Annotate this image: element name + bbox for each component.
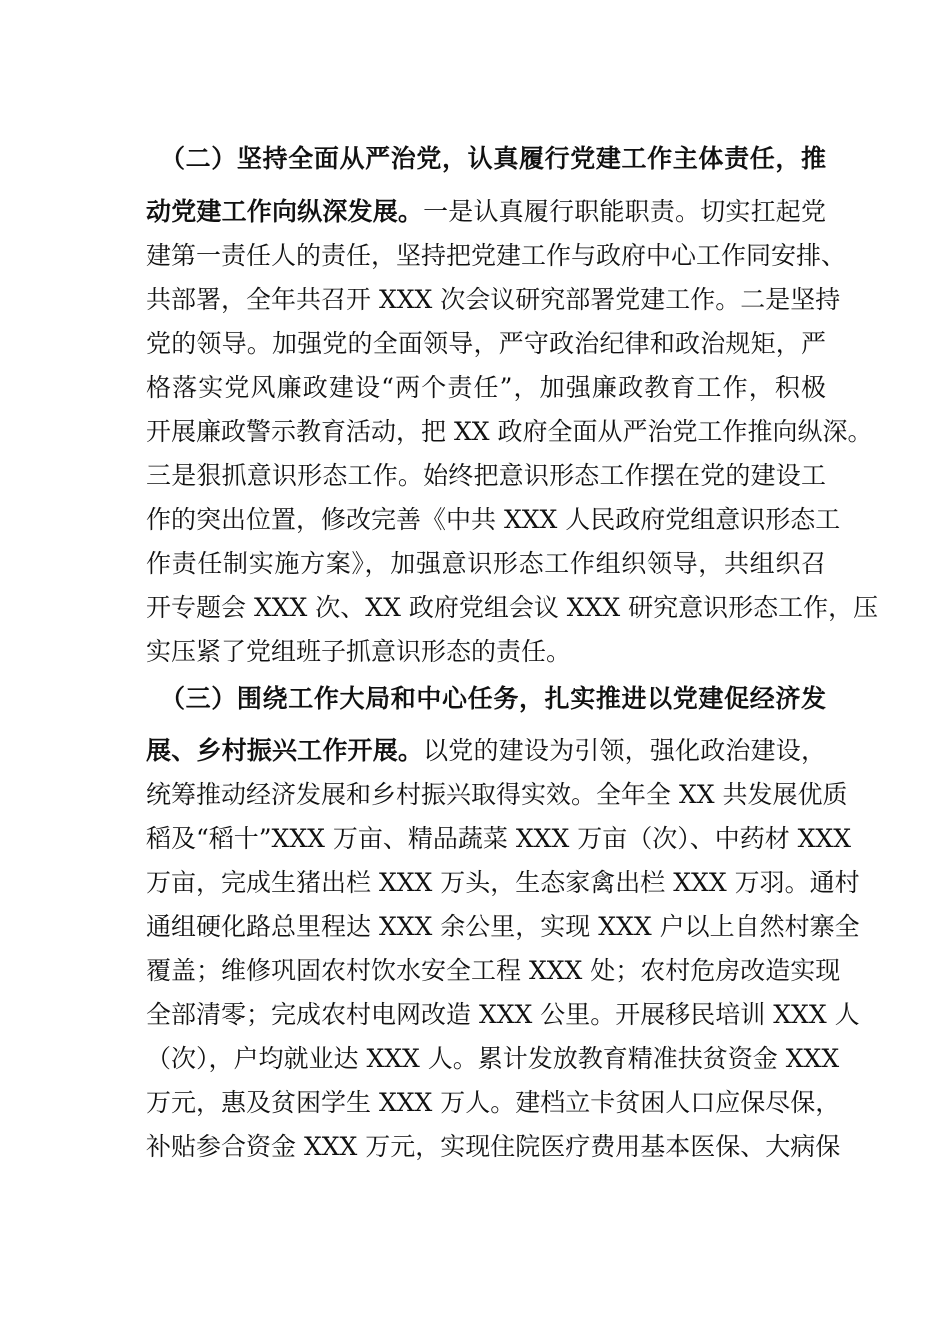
section2-line-7: 开展廉政警示教育活动，把 XX 政府全面从严治党工作推向纵深。: [146, 417, 873, 446]
section3-line-3: 统筹推动经济发展和乡村振兴取得实效。全年全 XX 共发展优质: [146, 780, 848, 809]
section2-line-11: 开专题会 XXX 次、XX 政府党组会议 XXX 研究意识形态工作，压: [146, 593, 879, 622]
section2-line-3: 建第一责任人的责任，坚持把党建工作与政府中心工作同安排、: [146, 241, 847, 270]
section2-line-5: 党的领导。加强党的全面领导，严守政治纪律和政治规矩，严: [146, 329, 826, 358]
section2-heading-part2: 动党建工作向纵深发展。: [146, 197, 424, 226]
section2-heading-part1: （二）坚持全面从严治党，认真履行党建工作主体责任，推: [160, 144, 826, 173]
section2-line-4: 共部署，全年共召开 XXX 次会议研究部署党建工作。二是坚持: [146, 285, 841, 314]
section3-heading-part1: （三）围绕工作大局和中心任务，扎实推进以党建促经济发: [160, 684, 826, 713]
section3-line-8: 全部清零；完成农村电网改造 XXX 公里。开展移民培训 XXX 人: [146, 1000, 860, 1029]
section3-line-7: 覆盖；维修巩固农村饮水安全工程 XXX 处；农村危房改造实现: [146, 956, 841, 985]
section2-line-8: 三是狠抓意识形态工作。始终把意识形态工作摆在党的建设工: [146, 461, 826, 490]
section3-line-11: 补贴参合资金 XXX 万元，实现住院医疗费用基本医保、大病保: [146, 1132, 841, 1161]
section2-line-1: [160, 137, 826, 181]
section3-line-4: 稻及“稻十”XXX 万亩、精品蔬菜 XXX 万亩（次）、中药材 XXX: [146, 824, 852, 853]
section2-line-6: 格落实党风廉政建设“两个责任”，加强廉政教育工作，积极: [146, 373, 826, 402]
section2-line-9: 作的突出位置，修改完善《中共 XXX 人民政府党组意识形态工: [146, 505, 841, 534]
section3-line-6: 通组硬化路总里程达 XXX 余公里，实现 XXX 户以上自然村寨全: [146, 912, 860, 941]
section2-line-2: 动党建工作向纵深发展。一是认真履行职能职责。切实扛起党: [146, 197, 826, 226]
section3-line-2: 展、乡村振兴工作开展。以党的建设为引领，强化政治建设，: [146, 736, 826, 765]
section3-line-5: 万亩，完成生猪出栏 XXX 万头，生态家禽出栏 XXX 万羽。通村: [146, 868, 860, 897]
section3-heading-part2: 展、乡村振兴工作开展。: [146, 736, 424, 765]
section3-line-1: [160, 677, 826, 721]
section3-line-9: （次），户均就业达 XXX 人。累计发放教育精准扶贫资金 XXX: [146, 1044, 840, 1073]
section3-line-10: 万元，惠及贫困学生 XXX 万人。建档立卡贫困人口应保尽保，: [146, 1088, 841, 1117]
section2-line-10: 作责任制实施方案》，加强意识形态工作组织领导，共组织召: [146, 549, 826, 578]
section2-line-12: 实压紧了党组班子抓意识形态的责任。: [146, 637, 572, 666]
